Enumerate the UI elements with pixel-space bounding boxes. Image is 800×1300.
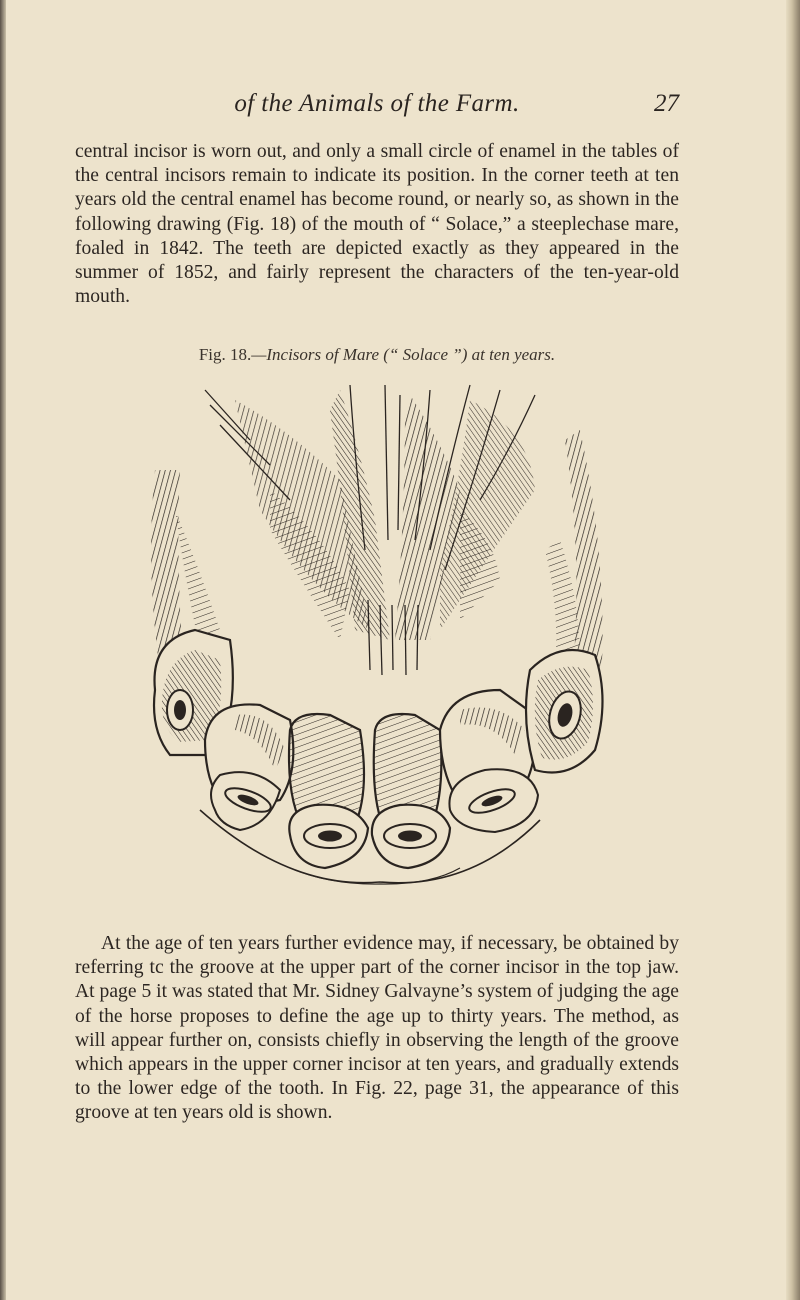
right-central-incisor [372, 714, 450, 868]
page-number: 27 [654, 90, 679, 117]
left-lateral-incisor [205, 704, 293, 830]
figure-title: —Incisors of Mare (“ Solace ”) at ten years. [251, 345, 556, 364]
running-head [75, 90, 679, 122]
incisor-engraving [140, 370, 620, 890]
figure-label: Fig. 18. [198, 345, 252, 364]
paragraph-1: central incisor is worn out, and only a small circle of enamel in the tables of the central incisors remain to indicate its position. In the corner teeth at ten years old the central enamel has become round, or nearly so, as shown in the following drawing (Fig. 18) of the mouth of “ Solace,” a steeplechase mare, foaled in 1842. The teeth are depicted exactly as they appeared in the summer of 1852, and fairly represent the characters of the ten-year-old mouth. [75, 141, 679, 308]
right-corner-incisor [526, 650, 603, 773]
figure-caption [75, 345, 679, 365]
paragraph-2: At the age of ten years further evidence may, if necessary, be obtained by referring tc the groove at the upper part of the corner incisor in the top jaw. At page 5 it was stated that Mr. Sidney Galvayne’s system of judging the age of the horse proposes to define the age up to thirty years. The method, as will appear further on, consists chiefly in observing the length of the groove which appears in the upper corner incisor at ten years, and gradually extends to the lower edge of the tooth. In Fig. 22, page 31, the appearance of this groove at ten years old is shown. [75, 933, 679, 1124]
incisor-illustration [140, 370, 620, 890]
right-lateral-incisor [440, 690, 538, 832]
running-title: of the Animals of the Farm. [234, 90, 520, 117]
left-central-incisor [289, 714, 368, 868]
upper-gum-fibres [205, 385, 535, 675]
